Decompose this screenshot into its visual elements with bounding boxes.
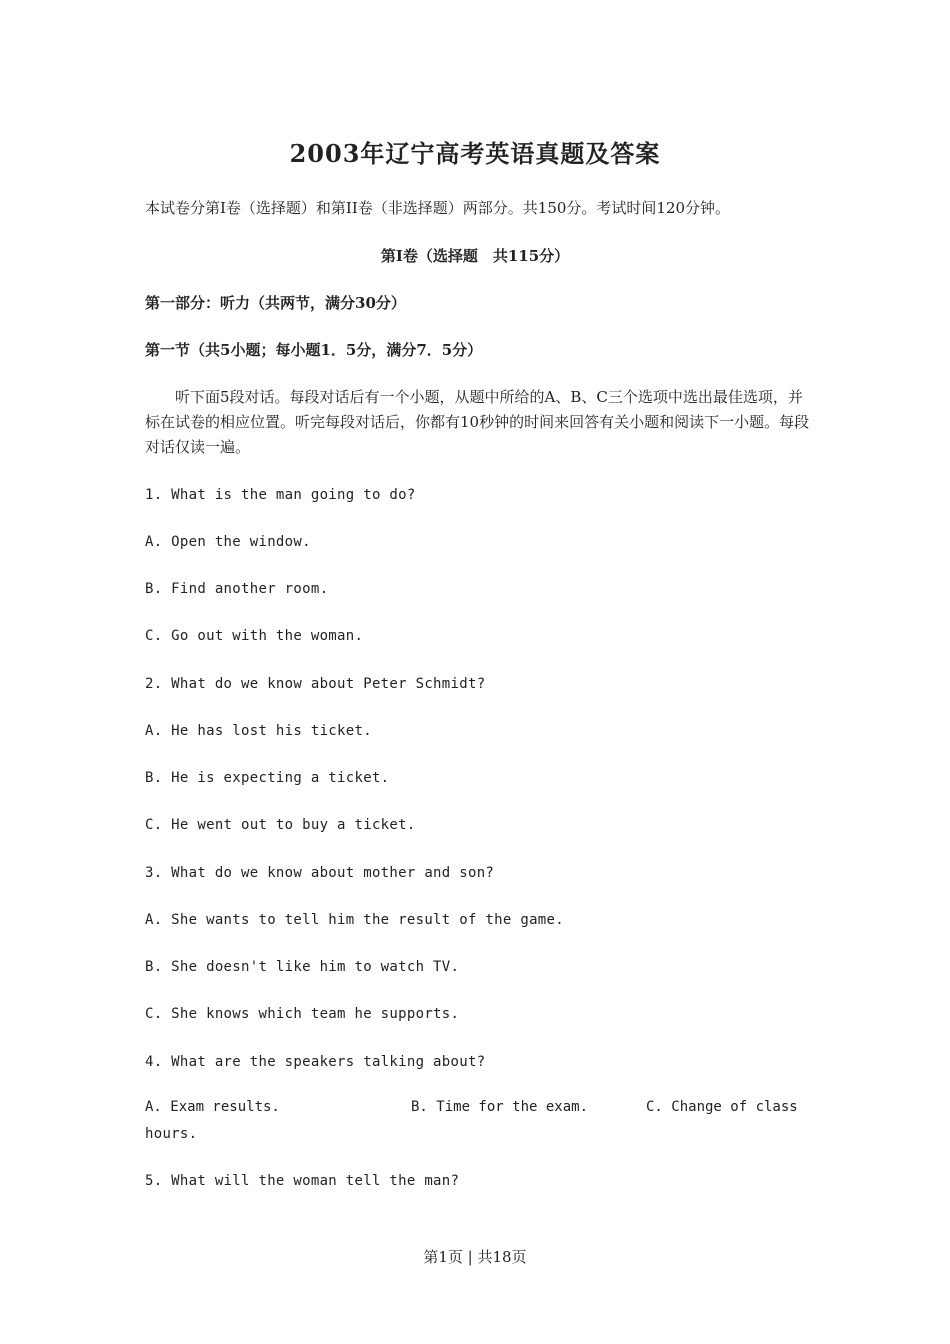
answer-option: C. She knows which team he supports. (145, 1006, 460, 1022)
answer-option: B. She doesn't like him to watch TV. (145, 959, 460, 975)
question-stem: 5. What will the woman tell the man? (145, 1173, 460, 1189)
answer-options-row (145, 1099, 810, 1119)
question-stem: 2. What do we know about Peter Schmidt? (145, 676, 486, 692)
answer-option: C. Go out with the woman. (145, 628, 364, 644)
answer-option: B. He is expecting a ticket. (145, 770, 390, 786)
answer-option: A. Open the window. (145, 534, 311, 550)
answer-option: C. He went out to buy a ticket. (145, 817, 416, 833)
answer-option: C. Change of class (646, 1099, 798, 1115)
instructions-paragraph: 听下面5段对话。每段对话后有一个小题，从题中所给的A、B、C三个选项中选出最佳选项，并标在试卷的相应位置。听完每段对话后，你都有10秒钟的时间来回答有关小题和阅读下一小题。每段对话仅读一遍。 (145, 388, 810, 456)
document-title: 2003年辽宁高考英语真题及答案 (289, 139, 661, 168)
question-stem: 1. What is the man going to do? (145, 487, 416, 503)
volume-heading: 第I卷（选择题 共115分） (380, 247, 570, 265)
page-footer: 第1页 | 共18页 (423, 1248, 527, 1266)
answer-option: B. Find another room. (145, 581, 329, 597)
intro-text: 本试卷分第I卷（选择题）和第II卷（非选择题）两部分。共150分。考试时间120分钟。 (145, 199, 731, 217)
answer-option: A. She wants to tell him the result of the game. (145, 912, 564, 928)
answer-option: A. He has lost his ticket. (145, 723, 372, 739)
answer-option-continued: hours. (145, 1126, 198, 1142)
answer-option: A. Exam results. (145, 1099, 280, 1115)
part-heading: 第一部分：听力（共两节，满分30分） (145, 294, 406, 312)
question-stem: 4. What are the speakers talking about? (145, 1054, 486, 1070)
answer-option: B. Time for the exam. (411, 1099, 589, 1115)
question-stem: 3. What do we know about mother and son? (145, 865, 495, 881)
section-heading: 第一节（共5小题；每小题1．5分，满分7．5分） (145, 341, 483, 359)
